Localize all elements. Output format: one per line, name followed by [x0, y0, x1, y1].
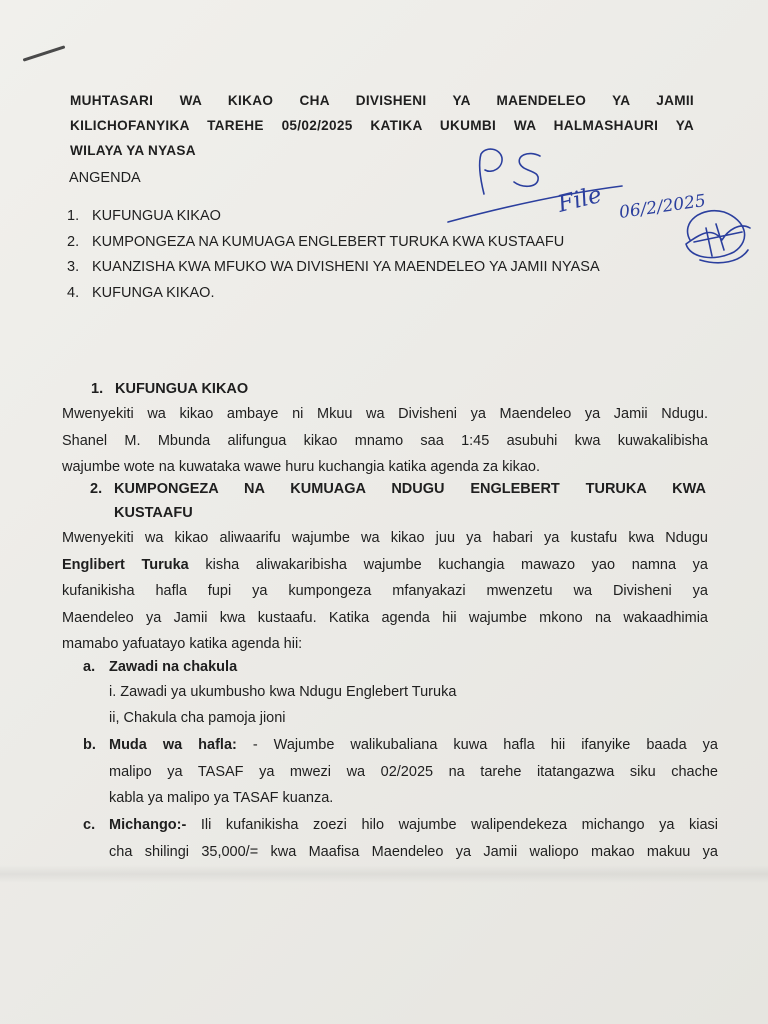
agenda-item-text: KUFUNGA KIKAO. — [92, 284, 215, 301]
title-line-3: WILAYA YA NYASA — [70, 143, 196, 158]
section-number: 2. — [90, 481, 103, 497]
section-title-line-1: KUMPONGEZA NA KUMUAGA NDUGU ENGLEBERT TURUKA KWA — [114, 481, 706, 497]
item-a-sub-ii: ii, Chakula cha pamoja jioni — [109, 710, 286, 726]
agenda-item — [67, 255, 600, 281]
item-title: Michango:- — [109, 817, 187, 833]
paragraph-line: wajumbe wote na kuwataka wawe huru kuchangia katika agenda za kikao. — [62, 459, 540, 475]
paragraph-line: Maendeleo ya Jamii kwa kustaafu. Katika agenda hii wajumbe mkono na wakaadhimia — [62, 609, 708, 626]
paragraph-line: Shanel M. Mbunda alifungua kikao mnamo saa 1:45 asubuhi kwa kuwakalibisha — [62, 432, 708, 449]
agenda-item-number: 4. — [67, 284, 80, 301]
agenda-item-number: 1. — [67, 208, 80, 224]
item-line — [109, 732, 718, 759]
section-title: KUFUNGUA KIKAO — [115, 381, 249, 397]
agenda-list — [67, 204, 600, 306]
item-line — [109, 812, 718, 839]
item-letter: a. — [83, 659, 96, 675]
paragraph-line: Mwenyekiti wa kikao aliwaarifu wajumbe wa kikao juu ya habari ya kustafu kwa Ndugu — [62, 530, 708, 546]
item-a — [83, 654, 718, 681]
agenda-item — [67, 230, 600, 256]
section-2-heading-continued: KUSTAAFU — [114, 505, 193, 521]
item-line: malipo ya TASAF ya mwezi wa 02/2025 na tarehe itatangazwa siku chache — [109, 763, 718, 780]
handwritten-note: File — [555, 181, 605, 218]
agenda-item-text: KUFUNGUA KIKAO — [92, 208, 221, 224]
paper-fold — [0, 865, 768, 883]
item-line-rest: Ili kufanikisha zoezi hilo wajumbe walipendekeza michango ya kiasi — [186, 817, 718, 833]
item-letter: b. — [83, 737, 96, 753]
title-line-2: KILICHOFANYIKA TAREHE 05/02/2025 KATIKA UKUMBI WA HALMASHAURI YA — [70, 118, 694, 133]
agenda-item-text: KUMPONGEZA NA KUMUAGA ENGLEBERT TURUKA KWA KUSTAAFU — [92, 233, 565, 250]
paragraph-line-rest: kisha aliwakaribisha wajumbe kuchangia mawazo yao namna ya — [188, 556, 708, 573]
item-b — [83, 732, 718, 812]
title-line-1: MUHTASARI WA KIKAO CHA DIVISHENI YA MAENDELEO YA JAMII — [70, 93, 694, 108]
item-title: Muda wa hafla: — [109, 737, 237, 753]
section-1-heading — [91, 381, 248, 397]
item-a-sub-i: i. Zawadi ya ukumbusho kwa Ndugu Englebert Turuka — [109, 684, 457, 700]
agenda-item — [67, 281, 600, 307]
section-2-heading — [90, 481, 706, 497]
signature-scribble — [686, 211, 750, 258]
agenda-item-number: 2. — [67, 233, 80, 250]
agenda-heading: ANGENDA — [69, 170, 141, 186]
agenda-item-number: 3. — [67, 259, 80, 275]
paragraph-line — [62, 552, 708, 579]
paragraph-line: Mwenyekiti wa kikao ambaye ni Mkuu wa Divisheni ya Maendeleo ya Jamii Ndugu. — [62, 406, 708, 422]
item-letter: c. — [83, 817, 96, 833]
handwritten-date: 06/2/2025 — [617, 191, 708, 223]
paragraph-line: mamabo yafuatayo katika agenda hii: — [62, 636, 303, 652]
item-line: cha shilingi 35,000/= kwa Maafisa Maendeleo ya Jamii waliopo makao makuu ya — [109, 843, 718, 860]
agenda-item-text: KUANZISHA KWA MFUKO WA DIVISHENI YA MAENDELEO YA JAMII NYASA — [92, 259, 600, 275]
item-line: kabla ya malipo ya TASAF kuanza. — [109, 790, 334, 806]
agenda-item — [67, 204, 600, 230]
section-number: 1. — [91, 381, 104, 397]
document-title — [70, 88, 694, 163]
item-line-rest: - Wajumbe walikubaliana kuwa hafla hii ifanyike baada ya — [236, 737, 718, 753]
honoree-name: Englibert Turuka — [62, 556, 189, 573]
item-title: Zawadi na chakula — [109, 659, 238, 675]
section-2-paragraph — [62, 525, 708, 658]
section-1-paragraph — [62, 401, 708, 481]
signature-loop — [700, 250, 748, 263]
stray-pen-mark — [23, 45, 66, 61]
paragraph-line: kufanikisha hafla fupi ya kumpongeza mfanyakazi mwenzetu wa Divisheni ya — [62, 583, 708, 599]
item-c — [83, 812, 718, 865]
